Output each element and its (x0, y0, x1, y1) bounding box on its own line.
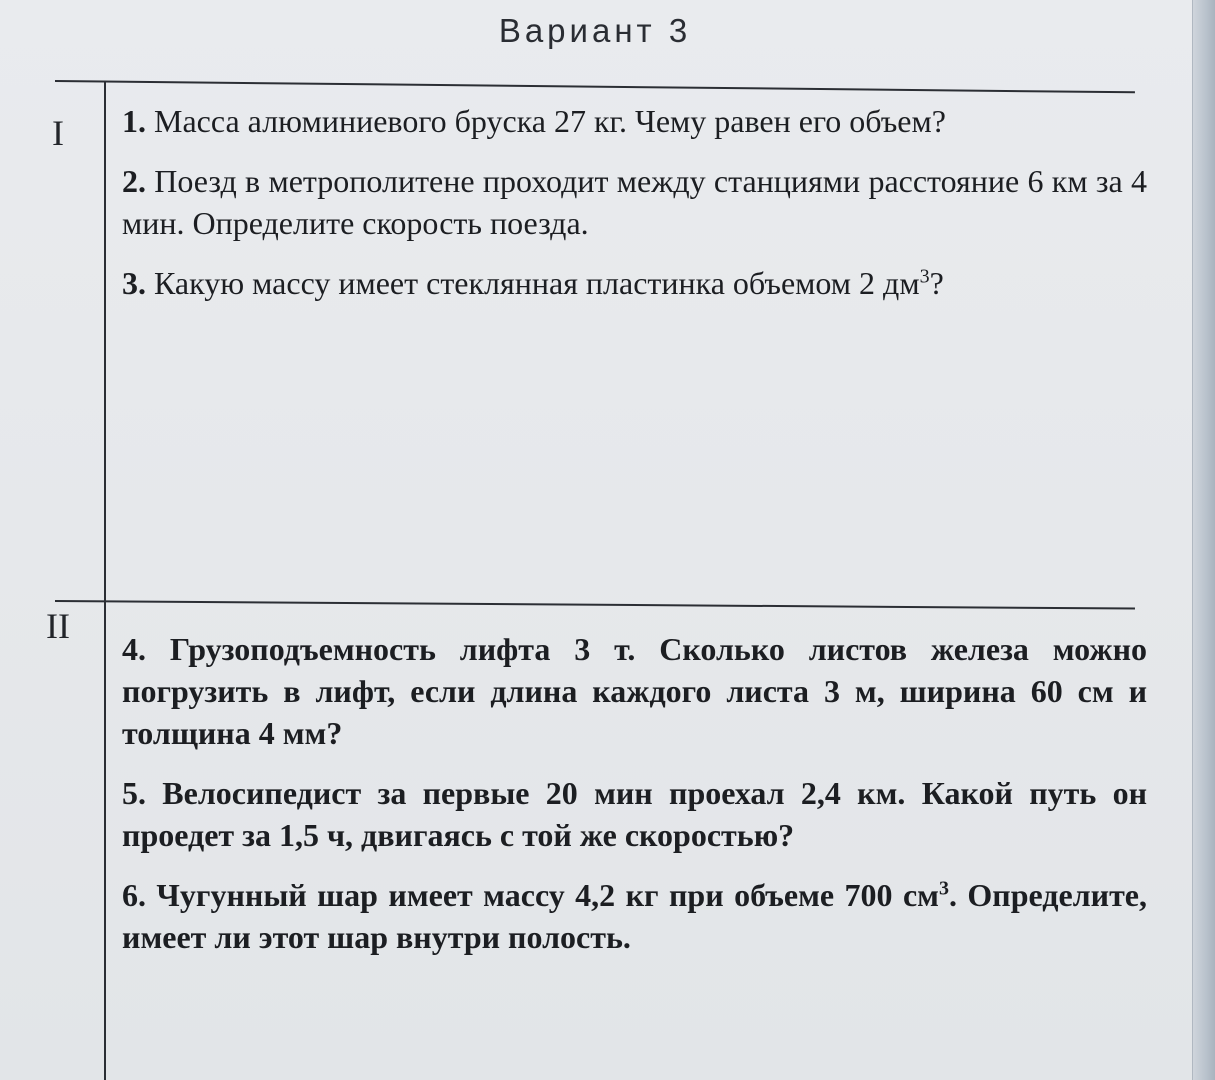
task-5 (122, 772, 1147, 856)
task-4-text: Грузоподъемность лифта 3 т. Сколько листов железа можно погрузить в лифт, если длина каждого листа 3 м, ширина 60 см и толщина 4 мм? (122, 631, 1148, 751)
task-6-text: Чугунный шар имеет массу 4,2 кг при объеме 700 см (156, 877, 939, 913)
task-6-superscript: 3 (938, 877, 949, 900)
task-2-number: 2. (122, 163, 146, 199)
section-1-tasks (122, 100, 1147, 322)
task-5-number: 5. (122, 775, 146, 811)
task-6-number: 6. (122, 877, 146, 913)
task-4-number: 4. (122, 631, 146, 667)
task-4 (122, 628, 1147, 754)
task-1-text: Масса алюминиевого бруска 27 кг. Чему равен его объем? (154, 103, 946, 139)
table-column-divider (104, 82, 106, 1080)
variant-title: Вариант 3 (498, 12, 692, 49)
task-3 (122, 262, 1147, 304)
task-3-text-end: ? (929, 265, 944, 301)
task-1 (122, 100, 1147, 142)
task-2-text: Поезд в метрополитене проходит между станциями расстояние 6 км за 4 мин. Определите скорость поезда. (122, 163, 1147, 241)
task-6 (122, 874, 1147, 958)
section-2-numeral: II (46, 606, 70, 646)
page-edge (1192, 0, 1215, 1080)
task-2 (122, 160, 1147, 244)
task-3-number: 3. (122, 265, 146, 301)
section-2-tasks (122, 628, 1147, 976)
task-1-number: 1. (122, 103, 146, 139)
task-3-superscript: 3 (919, 265, 930, 288)
task-5-text: Велосипедист за первые 20 мин проехал 2,4 км. Какой путь он проедет за 1,5 ч, двигаясь с той же скоростью? (122, 775, 1148, 853)
task-3-text: Какую массу имеет стеклянная пластинка объемом 2 дм (154, 265, 920, 301)
task-6-text-end: . Определите, имеет ли этот шар внутри полость. (122, 877, 1147, 955)
section-1-numeral: I (52, 113, 64, 153)
